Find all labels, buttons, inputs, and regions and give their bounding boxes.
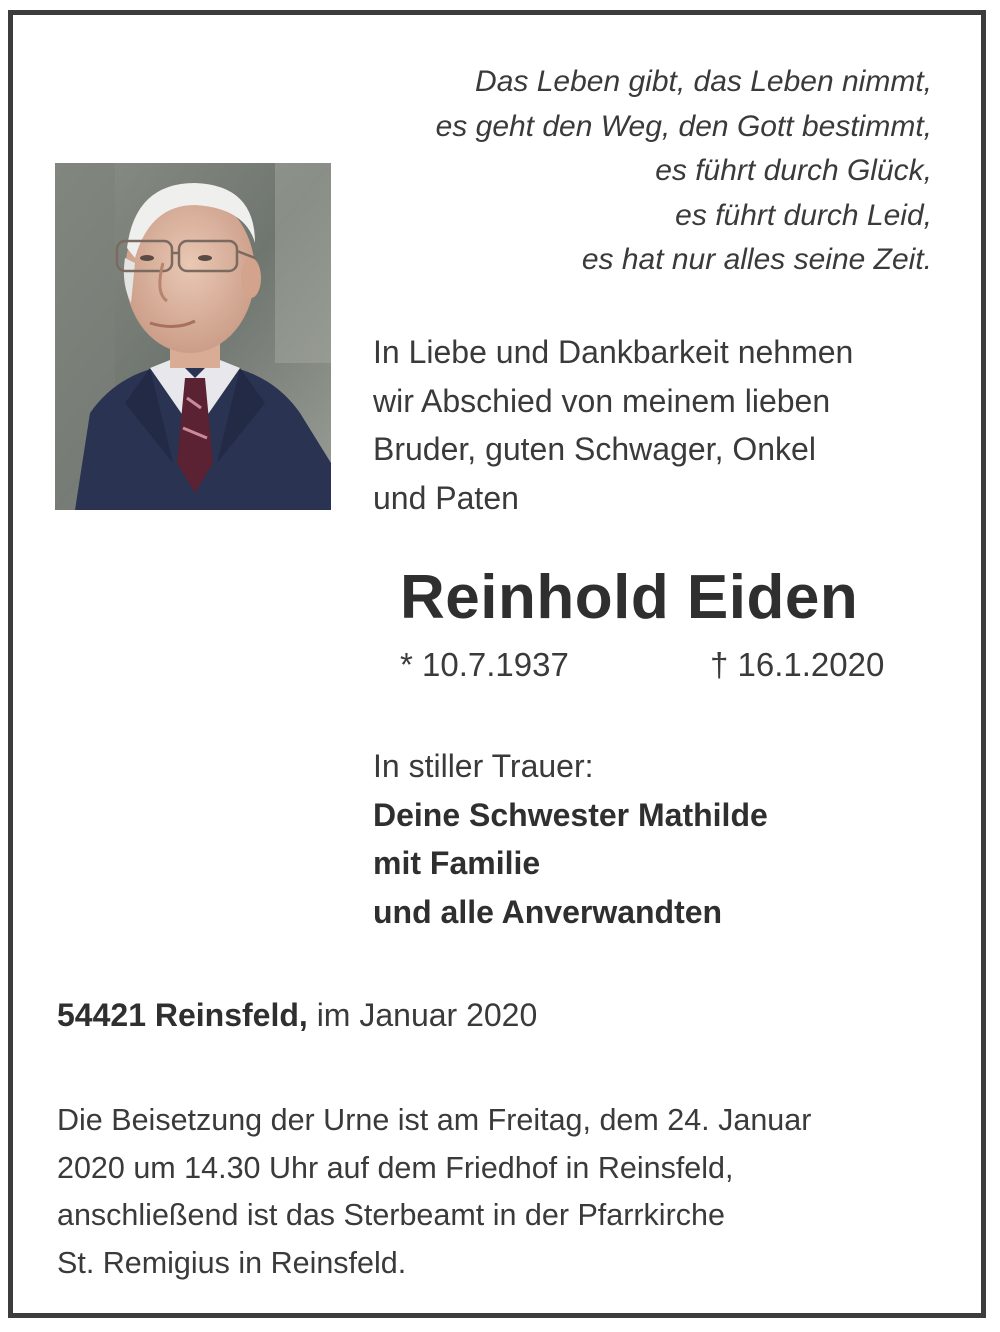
deceased-name: Reinhold Eiden <box>400 563 859 632</box>
portrait-photo <box>55 163 331 510</box>
intro-text <box>373 328 953 522</box>
mourners-heading: In stiller Trauer: <box>373 748 594 784</box>
mourners <box>373 742 768 936</box>
place-month: im Januar 2020 <box>307 997 538 1033</box>
place-date <box>57 997 537 1034</box>
funeral-line: anschließend ist das Sterbeamt in der Pfarrkirche <box>57 1198 725 1232</box>
mourner-line: mit Familie <box>373 845 541 881</box>
funeral-info <box>57 1097 957 1287</box>
place-city: 54421 Reinsfeld, <box>57 997 308 1033</box>
funeral-line: St. Remigius in Reinsfeld. <box>57 1245 407 1280</box>
poem <box>332 60 932 283</box>
death-date: † 16.1.2020 <box>710 646 885 683</box>
mourner-line: Deine Schwester Mathilde <box>373 796 768 833</box>
poem-line: es führt durch Glück, <box>655 154 932 187</box>
intro-line: In Liebe und Dankbarkeit nehmen <box>373 334 854 370</box>
poem-line: es hat nur alles seine Zeit. <box>581 243 932 276</box>
poem-line: Das Leben gibt, das Leben nimmt, <box>475 65 932 98</box>
poem-line: es geht den Weg, den Gott bestimmt, <box>435 109 932 143</box>
intro-line: und Paten <box>373 479 519 516</box>
intro-line: Bruder, guten Schwager, Onkel <box>373 431 816 467</box>
intro-line: wir Abschied von meinem lieben <box>373 382 831 419</box>
mourner-line: und alle Anverwandten <box>373 893 723 930</box>
funeral-line: 2020 um 14.30 Uhr auf dem Friedhof in Reinsfeld, <box>57 1150 734 1185</box>
birth-date: * 10.7.1937 <box>400 646 569 683</box>
funeral-line: Die Beisetzung der Urne ist am Freitag, dem 24. Januar <box>57 1103 812 1137</box>
poem-line: es führt durch Leid, <box>675 198 932 232</box>
